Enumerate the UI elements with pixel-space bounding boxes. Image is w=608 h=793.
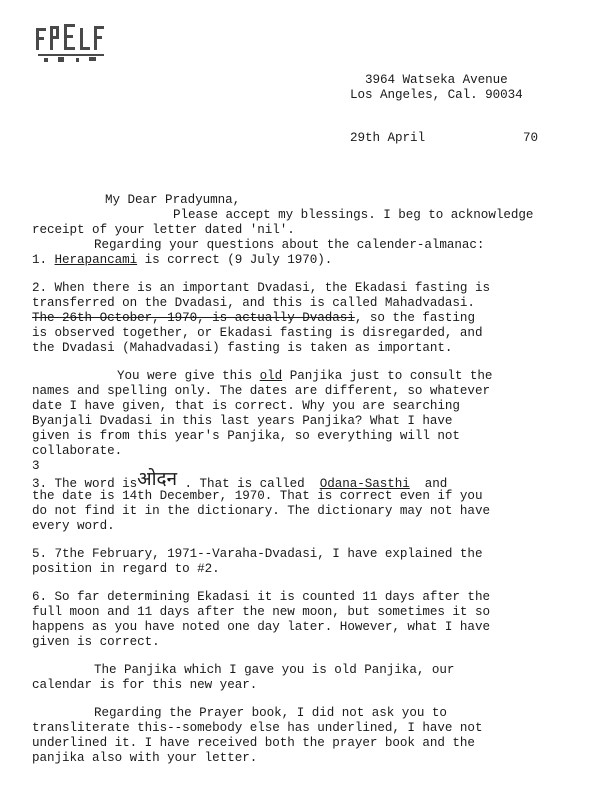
panjika-line-1-b: Panjika just to consult the xyxy=(282,369,493,383)
item-2-line-2: transferred on the Dvadasi, and this is called Mahadvadasi. xyxy=(32,296,475,310)
salutation: My Dear Pradyumna, xyxy=(105,193,241,207)
item-2-line-3-rest: , so the fasting xyxy=(354,311,475,325)
item-3-line-4: every word. xyxy=(32,519,115,533)
item-3-term: Odana-Sasthi xyxy=(319,477,410,491)
panjika-line-4: Byanjali Dvadasi in this last years Panjika? What I have xyxy=(32,414,453,428)
item-2-line-5: the Dvadasi (Mahadvadasi) fasting is taken as important. xyxy=(32,341,453,355)
item-2-line-1: 2. When there is an important Dvadasi, the Ekadasi fasting is xyxy=(32,281,490,295)
item-3-line-3: do not find it in the dictionary. The dictionary may not have xyxy=(32,504,490,518)
item-3-line-2: the date is 14th December, 1970. That is correct even if you xyxy=(32,489,483,503)
panjika-line-2: names and spelling only. The dates are different, so whatever xyxy=(32,384,490,398)
intro-line-2: receipt of your letter dated 'nil'. xyxy=(32,223,295,237)
item-2-line-4: is observed together, or Ekadasi fasting is disregarded, and xyxy=(32,326,483,340)
margin-number: 3 xyxy=(32,459,40,473)
item-1-term: Herapancami xyxy=(54,253,138,267)
regarding-line: Regarding your questions about the calender-almanac: xyxy=(94,238,485,252)
panjika-line-1-a: You were give this xyxy=(117,369,260,383)
devanagari-word: ओदन xyxy=(137,468,178,490)
panjika-line-6: collaborate. xyxy=(32,444,123,458)
calendar-line-1: The Panjika which I gave you is old Panjika, our xyxy=(94,663,455,677)
item-3-line-1-c: and xyxy=(409,477,448,491)
prayer-line-1: Regarding the Prayer book, I did not ask you to xyxy=(94,706,447,720)
intro-line-1: Please accept my blessings. I beg to acknowledge xyxy=(173,208,534,222)
calendar-line-2: calendar is for this new year. xyxy=(32,678,258,692)
item-1-prefix: 1. xyxy=(32,253,55,267)
item-6-line-2: full moon and 11 days after the new moon, but sometimes it so xyxy=(32,605,490,619)
prayer-line-4: panjika also with your letter. xyxy=(32,751,258,765)
item-3-line-1-a: 3. The word is xyxy=(32,477,138,491)
panjika-line-3: date I have given, that is correct. Why you are searching xyxy=(32,399,460,413)
item-2-line-3 xyxy=(32,311,475,326)
item-5-line-2: position in regard to #2. xyxy=(32,562,220,576)
item-6-line-4: given is correct. xyxy=(32,635,160,649)
letter-date: 29th April xyxy=(350,131,426,145)
panjika-old-word: old xyxy=(259,369,283,383)
item-1-rest: is correct (9 July 1970). xyxy=(137,253,333,267)
struck-text: The 26th October, 1970, is actually Dvadasi xyxy=(32,311,355,325)
panjika-line-5: given is from this year's Panjika, so everything will not xyxy=(32,429,460,443)
item-6-line-1: 6. So far determining Ekadasi it is counted 11 days after the xyxy=(32,590,490,604)
item-1 xyxy=(32,253,332,268)
address-street: 3964 Watseka Avenue xyxy=(365,73,508,87)
prayer-line-2: transliterate this--somebody else has underlined, I have not xyxy=(32,721,483,735)
panjika-line-1 xyxy=(117,369,492,384)
prayer-line-3: underlined it. I have received both the prayer book and the xyxy=(32,736,475,750)
item-5-line-1: 5. 7the February, 1971--Varaha-Dvadasi, I have explained the xyxy=(32,547,483,561)
letter-year: 70 xyxy=(523,131,539,145)
address-city: Los Angeles, Cal. 90034 xyxy=(350,88,523,102)
item-3-line-1-b: . That is called xyxy=(177,477,320,491)
archive-stamp-icon xyxy=(34,22,108,64)
item-6-line-3: happens as you have noted one day later. However, what I have xyxy=(32,620,490,634)
